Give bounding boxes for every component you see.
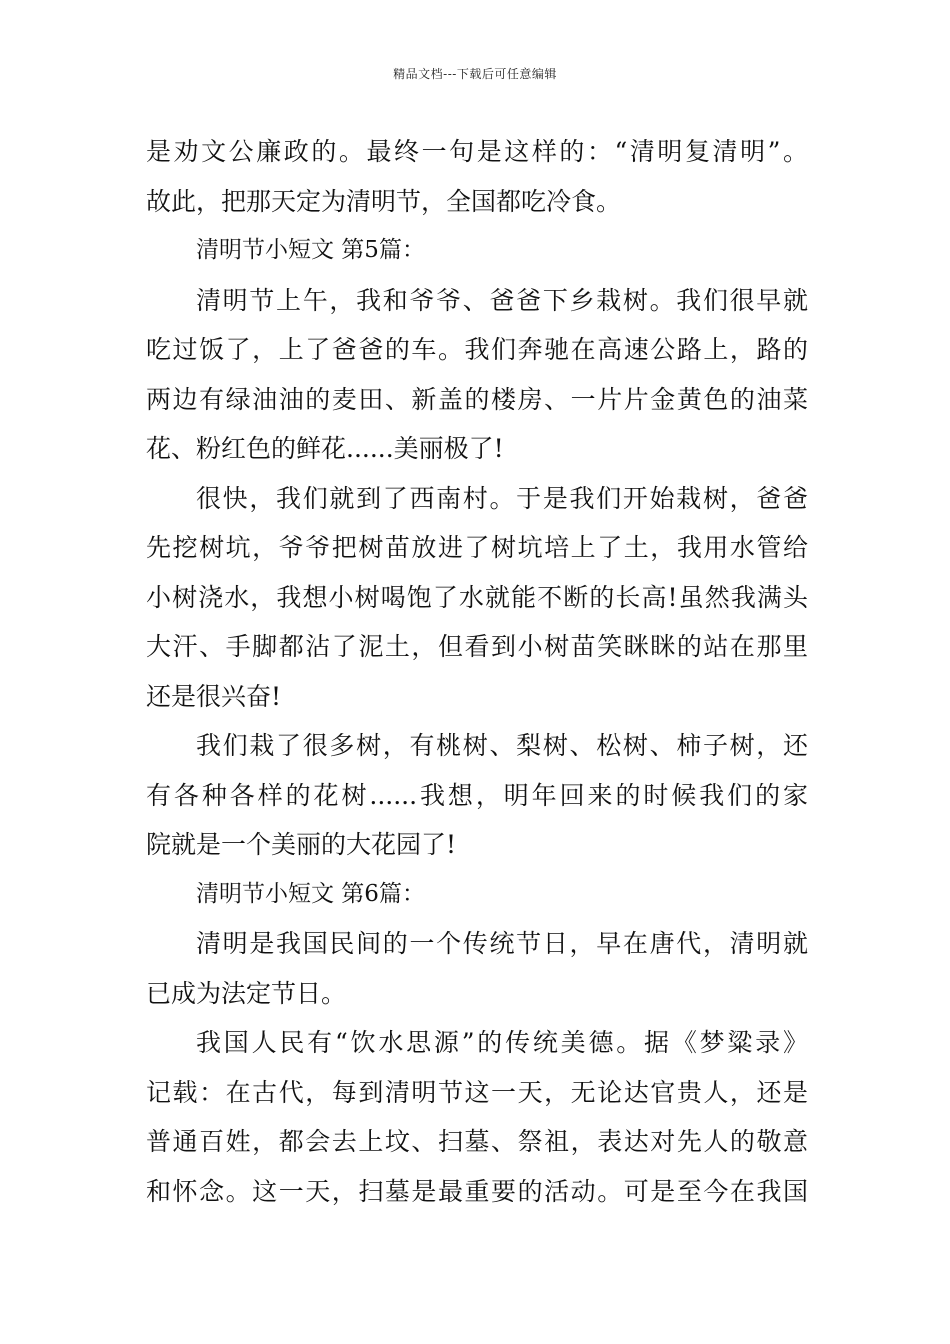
text-line: 先挖树坑，爷爷把树苗放进了树坑培上了土，我用水管给 [146,533,808,562]
text-line: 还是很兴奋! [146,681,282,711]
text-line: 和怀念。这一天，扫墓是最重要的活动。可是至今在我国 [146,1176,808,1206]
text-line: 两边有绿油油的麦田、新盖的楼房、一片片金黄色的油菜 [146,384,808,414]
text-line: 是劝文公廉政的。最终一句是这样的：“清明复清明”。 [146,137,808,166]
text-line: 小树浇水，我想小树喝饱了水就能不断的长高!虽然我满头 [146,582,808,612]
text-line: 已成为法定节日。 [146,978,347,1008]
paragraph-first-line: 我国人民有“饮水思源”的传统美德。据《梦粱录》 [196,1028,808,1057]
text-line: 记载：在古代，每到清明节这一天，无论达官贵人，还是 [146,1077,808,1107]
section-heading: 清明节小短文 第6篇： [196,880,425,907]
text-line: 故此，把那天定为清明节，全国都吃冷食。 [146,186,622,216]
text-line: 大汗、手脚都沾了泥土，但看到小树苗笑眯眯的站在那里 [146,632,808,661]
page-header: 精品文档---下载后可任意编辑 [393,67,557,81]
paragraph-first-line: 很快，我们就到了西南村。于是我们开始栽树，爸爸 [196,483,808,513]
document-body [146,127,808,1216]
text-line: 院就是一个美丽的大花园了! [146,830,457,859]
section-heading: 清明节小短文 第5篇： [196,237,425,263]
paragraph-first-line: 清明节上午，我和爷爷、爸爸下乡栽树。我们很早就 [196,285,808,315]
text-line: 吃过饭了，上了爸爸的车。我们奔驰在高速公路上，路的 [146,335,808,364]
text-line: 有各种各样的花树......我想，明年回来的时候我们的家 [146,780,808,810]
text-line: 花、粉红色的鲜花......美丽极了! [146,434,504,463]
paragraph-first-line: 清明是我国民间的一个传统节日，早在唐代，清明就 [196,929,808,958]
text-line: 普通百姓，都会去上坟、扫墓、祭祖，表达对先人的敬意 [146,1127,808,1156]
paragraph-first-line: 我们栽了很多树，有桃树、梨树、松树、柿子树，还 [196,731,808,760]
